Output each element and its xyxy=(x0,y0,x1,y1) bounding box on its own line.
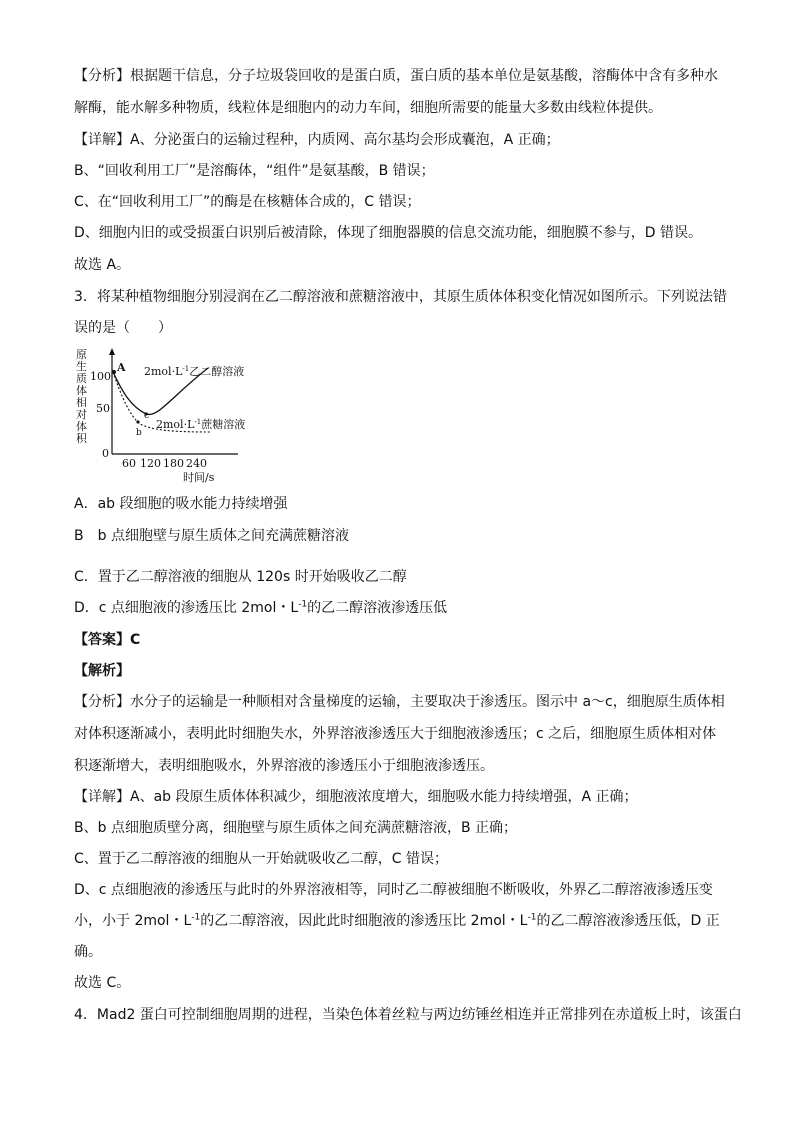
ylabel-char: 对 xyxy=(76,408,87,421)
q3-detail-line-6: 确。 xyxy=(74,944,102,960)
detail-line-1: 【详解】A、分泌蛋白的运输过程种，内质网、高尔基均会形成囊泡，A 正确； xyxy=(74,132,560,148)
volume-change-figure xyxy=(70,346,270,484)
q3-detail-text: 的乙二醇溶液渗透压低，D 正 xyxy=(536,913,720,929)
y-tick-100: 100 xyxy=(90,370,111,383)
analysis-line-2: 解酶，能水解多种物质，线粒体是细胞内的动力车间，细胞所需要的能量大多数由线粒体提供。 xyxy=(74,100,662,116)
explanation-label: 【解析】 xyxy=(74,663,130,679)
option-b: B b 点细胞壁与原生质体之间充满蔗糖溶液 xyxy=(74,528,349,544)
y-axis-arrow xyxy=(109,348,115,355)
q3-detail-text: 的乙二醇溶液，因此此时细胞液的渗透压比 2mol・L xyxy=(200,913,528,929)
choose-answer-q2: 故选 A。 xyxy=(74,257,131,273)
q3-detail-line-5 xyxy=(74,911,734,931)
x-axis-label: 时间/s xyxy=(183,471,215,484)
option-d xyxy=(74,598,734,618)
option-a: A．ab 段细胞的吸水能力持续增强 xyxy=(74,496,288,512)
choose-answer-q3: 故选 C。 xyxy=(74,975,131,991)
x-tick-180: 180 xyxy=(163,457,184,470)
y-tick-50: 50 xyxy=(96,402,110,415)
x-tick-240: 240 xyxy=(186,457,207,470)
ylabel-char: 体 xyxy=(76,384,87,397)
point-a-marker xyxy=(112,370,116,374)
point-c-label: c xyxy=(144,411,150,421)
point-b-label: b xyxy=(136,428,142,438)
point-a-label: A xyxy=(117,361,126,374)
q3-detail-line-2: B、b 点细胞质壁分离，细胞壁与原生质体之间充满蔗糖溶液，B 正确； xyxy=(74,820,517,836)
detail-line-4: D、细胞内旧的或受损蛋白识别后被清除，体现了细胞器膜的信息交流功能，细胞膜不参与，D 错误。 xyxy=(74,225,703,241)
q3-analysis-line-2: 对体积逐渐减小，表明此时细胞失水，外界溶液渗透压大于细胞液渗透压；c 之后，细胞原生质体相对体 xyxy=(74,726,717,742)
q3-detail-sup: -1 xyxy=(191,912,201,923)
q3-detail-sup: -1 xyxy=(527,912,537,923)
q3-detail-line-3: C、置于乙二醇溶液的细胞从一开始就吸收乙二醇，C 错误； xyxy=(74,851,448,867)
option-c: C．置于乙二醇溶液的细胞从 120s 时开始吸收乙二醇 xyxy=(74,569,407,585)
q3-analysis-line-3: 积逐渐增大，表明细胞吸水，外界溶液的渗透压小于细胞液渗透压。 xyxy=(74,758,494,774)
question-3-stem-2: 误的是（ ） xyxy=(74,320,172,336)
ylabel-char: 积 xyxy=(76,432,87,445)
y-axis-label xyxy=(76,348,88,445)
x-tick-60: 60 xyxy=(122,457,136,470)
option-d-text-tail: 的乙二醇溶液渗透压低 xyxy=(307,600,448,616)
curve-1-label: $2mol\cdot L^{-1}$乙二醇溶液 xyxy=(144,365,245,378)
detail-line-3: C、在“回收利用工厂”的酶是在核糖体合成的，C 错误； xyxy=(74,194,421,210)
q3-analysis-line-1: 【分析】水分子的运输是一种顺相对含量梯度的运输，主要取决于渗透压。图示中 a～c，细胞原生质体相 xyxy=(74,694,725,710)
q3-detail-line-4: D、c 点细胞液的渗透压与此时的外界溶液相等，同时乙二醇被细胞不断吸收，外界乙二醇溶液渗透压变 xyxy=(74,882,713,898)
q3-detail-line-1: 【详解】A、ab 段原生质体体积减少，细胞液浓度增大，细胞吸水能力持续增强，A 正确； xyxy=(74,789,638,805)
ylabel-char: 体 xyxy=(76,420,87,433)
y-tick-0: 0 xyxy=(102,447,109,460)
point-b-marker xyxy=(136,420,139,423)
ylabel-char: 相 xyxy=(76,396,87,409)
answer-label: 【答案】C xyxy=(74,632,141,648)
detail-line-2: B、“回收利用工厂”是溶酶体，“组件”是氨基酸，B 错误； xyxy=(74,163,435,179)
analysis-line-1: 【分析】根据题干信息，分子垃圾袋回收的是蛋白质，蛋白质的基本单位是氨基酸，溶酶体中含有多种水 xyxy=(74,68,718,84)
option-d-sup: -1 xyxy=(298,599,308,610)
curve-2-label: $2mol\cdot L^{-1}$蔗糖溶液 xyxy=(156,418,246,431)
option-d-text: D．c 点细胞液的渗透压比 2mol・L xyxy=(74,600,299,616)
q3-detail-text: 小，小于 2mol・L xyxy=(74,913,192,929)
question-4-stem-1: 4．Mad2 蛋白可控制细胞周期的进程，当染色体着丝粒与两边纺锤丝相连并正常排列在赤道板上时，该蛋白 xyxy=(74,1007,742,1023)
ylabel-char: 原 xyxy=(76,348,87,361)
ylabel-char: 质 xyxy=(76,372,87,385)
ylabel-char: 生 xyxy=(76,360,87,373)
x-tick-120: 120 xyxy=(140,457,161,470)
question-3-stem-1: 3．将某种植物细胞分别浸润在乙二醇溶液和蔗糖溶液中，其原生质体体积变化情况如图所示。下列说法错 xyxy=(74,289,727,305)
